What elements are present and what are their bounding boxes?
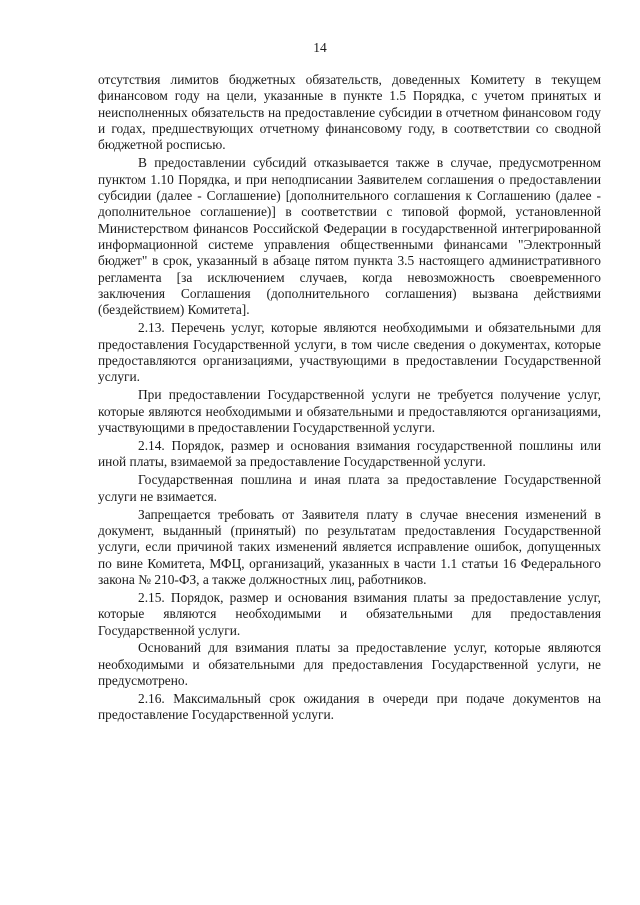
section-2-14-heading: 2.14. Порядок, размер и основания взимания государственной пошлины или иной платы, взимаемой за предоставление Государственной услуги. bbox=[98, 437, 601, 470]
section-2-16-heading: 2.16. Максимальный срок ожидания в очереди при подаче документов на предоставление Государственной услуги. bbox=[98, 691, 601, 723]
paragraph-fee-prohibition: Запрещается требовать от Заявителя плату в случае внесения изменений в документ, выданный (принятый) по результатам предоставления Государственной услуги, если причиной таких изменений является исправление ошибок, допущенных по вине Комитета, МФЦ, организаций, указанных в части 1.1 статьи 16 Федерального закона № 210-ФЗ, а также должностных лиц, работников. bbox=[98, 506, 601, 587]
document-body bbox=[98, 72, 601, 725]
paragraph-no-required-services: При предоставлении Государственной услуги не требуется получение услуг, которые являются необходимыми и обязательными и предоставляются организациями, участвующими в предоставлении Государственной услуги. bbox=[98, 387, 601, 435]
paragraph-no-fee: Государственная пошлина и иная плата за предоставление Государственной услуги не взимается. bbox=[98, 472, 601, 504]
section-2-13-heading: 2.13. Перечень услуг, которые являются необходимыми и обязательными для предоставления Государственной услуги, в том числе сведения о документах, которые предоставляются организациями, участвующими в предоставлении Государственной услуги. bbox=[98, 320, 601, 385]
paragraph-no-grounds-for-fee: Оснований для взимания платы за предоставление услуг, которые являются необходимыми и обязательными для предоставления Государственной услуги, не предусмотрено. bbox=[98, 640, 601, 689]
paragraph-refusal-cases: В предоставлении субсидий отказывается также в случае, предусмотренном пунктом 1.10 Порядка, и при неподписании Заявителем соглашения о предоставлении субсидии (далее - Соглашение) [дополнительного соглашения к Соглашению (далее - дополнительное соглашение)] в соответствии с типовой формой, установленной Министерством финансов Российской Федерации в государственной интегрированной информационной системе управления общественными финансами "Электронный бюджет" в срок, указанный в абзаце пятом пункта 3.5 настоящего административного регламента [за исключением случаев, когда невозможность своевременного заключения Соглашения (дополнительного соглашения) вызвана действиями (бездействием) Комитета]. bbox=[98, 155, 601, 318]
section-2-15-heading: 2.15. Порядок, размер и основания взимания платы за предоставление услуг, которые являются необходимыми и обязательными для предоставления Государственной услуги. bbox=[98, 589, 601, 638]
paragraph-continuation: отсутствия лимитов бюджетных обязательств, доведенных Комитету в текущем финансовом году на цели, указанные в пункте 1.5 Порядка, с учетом принятых и неисполненных обязательств на предоставление субсидии в отчетном финансовом году и годах, предшествующих отчетному финансовому году, в соответствии со сводной бюджетной росписью. bbox=[98, 72, 601, 153]
page-number: 14 bbox=[313, 40, 327, 55]
